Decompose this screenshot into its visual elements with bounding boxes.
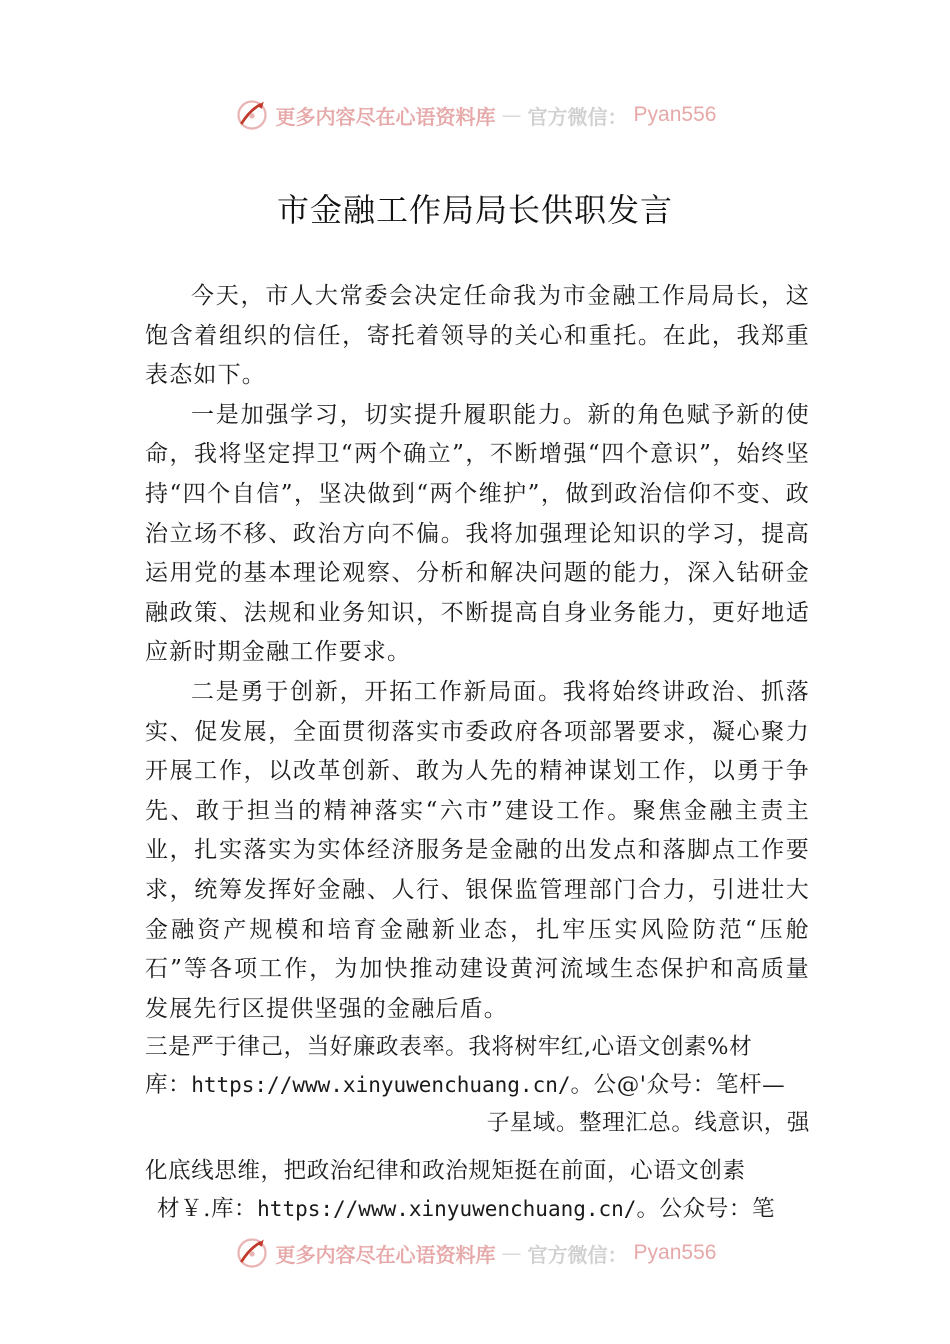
document-title: 市金融工作局局长供职发言 [276,191,673,229]
banner-wechat-label: 官方微信： [527,104,628,129]
watermark-url: https://www.xinyuwenchuang.cn/ [191,1073,571,1097]
document-tail [145,1028,810,1228]
banner-separator: — [501,1241,522,1265]
pen-logo-icon [234,97,270,133]
tail-line: 三是严于律己，当好廉政表率。我将树牢红,心语文创素%材 [145,1034,753,1060]
banner-separator: — [501,103,522,127]
paragraph-two: 二是勇于创新，开拓工作新局面。我将始终讲政治、抓落实、促发展，全面贯彻落实市委政府各项部署要求，凝心聚力开展工作，以改革创新、敢为人先的精神谋划工作，以勇于争先、敢于担当的精神落实“六市”建设工作。聚焦金融主责主业，扎实落实为实体经济服务是金融的出发点和落脚点工作要求，统筹发挥好金融、人行、银保监管理部门合力，引进壮大金融资产规模和培育金融新业态，扎牢压实风险防范“压舱石”等各项工作，为加快推动建设黄河流域生态保护和高质量发展先行区提供坚强的金融后盾。 [145,678,810,1022]
banner-text: 更多内容尽在心语资料库 [275,1242,496,1267]
header-banner [0,93,950,137]
paragraph-intro: 今天，市人大常委会决定任命我为市金融工作局局长，这饱含着组织的信任，寄托着领导的关心和重托。在此，我郑重表态如下。 [145,283,810,389]
watermark-url: https://www.xinyuwenchuang.cn/ [257,1197,637,1221]
banner-wechat-id: Pyan556 [633,1241,717,1264]
banner-wechat-label: 官方微信： [527,1242,628,1267]
paragraph-one: 一是加强学习，切实提升履职能力。新的角色赋予新的使命，我将坚定捍卫“两个确立”，不断增强“四个意识”，始终坚持“四个自信”，坚决做到“两个维护”，做到政治信仰不变、政治立场不移、政治方向不偏。我将加强理论知识的学习，提高运用党的基本理论观察、分析和解决问题的能力，深入钻研金融政策、法规和业务知识，不断提高自身业务能力，更好地适应新时期金融工作要求。 [145,401,810,666]
banner-text: 更多内容尽在心语资料库 [275,104,496,129]
tail-line: 化底线思维，把政治纪律和政治规矩挺在前面，心语文创素 [145,1158,746,1184]
tail-line: 库：https://www.xinyuwenchuang.cn/。公@'众号：笔杆— [145,1072,786,1098]
footer-banner [0,1231,950,1275]
tail-line: 材￥.库：https://www.xinyuwenchuang.cn/。公众号：笔 [157,1196,776,1222]
banner-wechat-id: Pyan556 [633,103,717,126]
document-body [145,277,810,1029]
pen-logo-icon [234,1235,270,1271]
tail-line: 子星域。整理汇总。线意识，强 [486,1110,810,1136]
